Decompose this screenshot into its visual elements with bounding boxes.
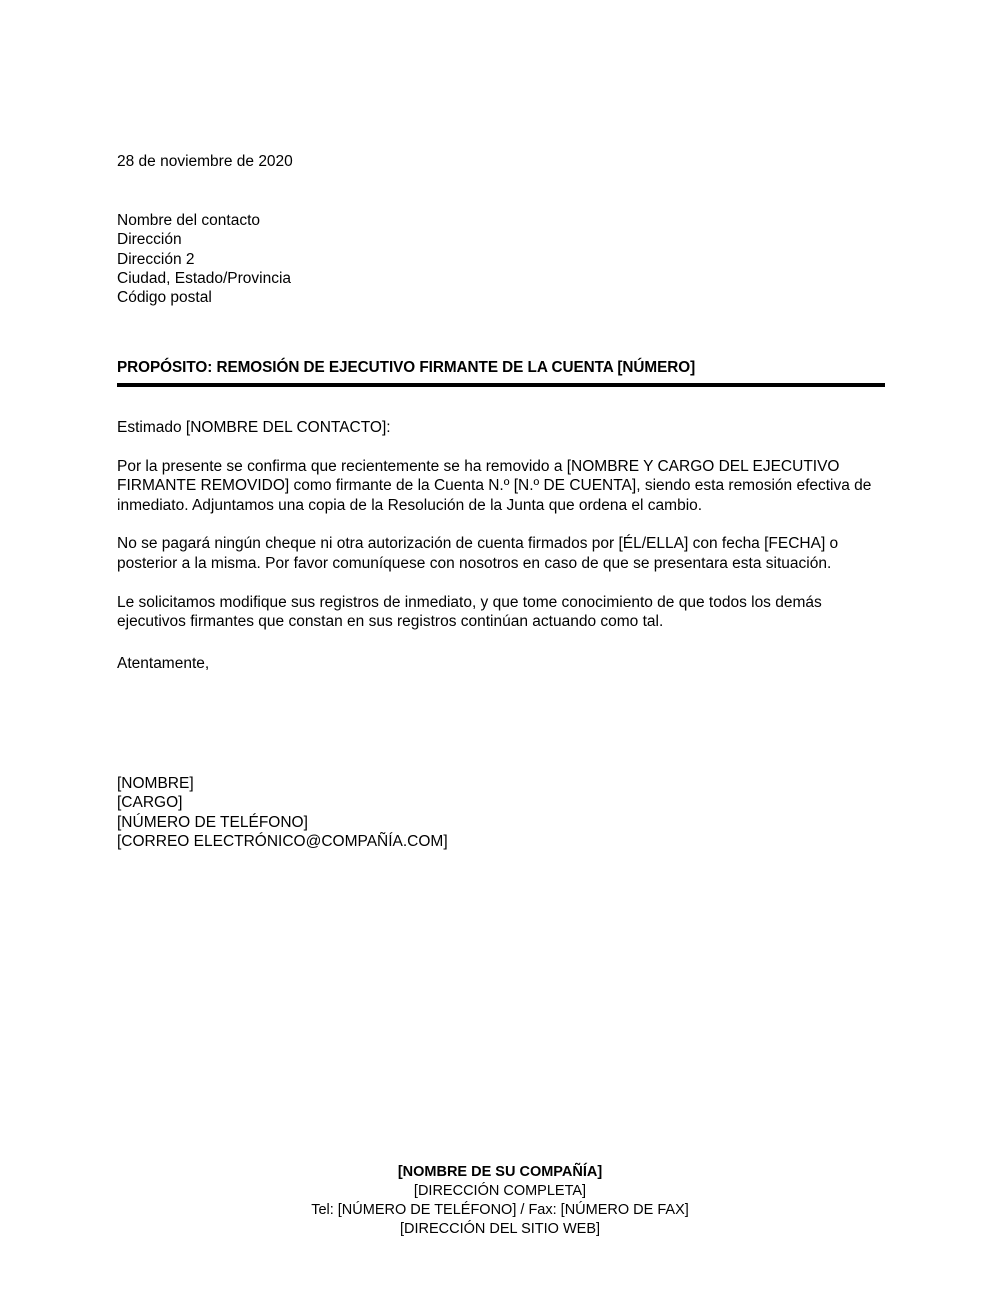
signer-title: [CARGO] [117,794,183,812]
recipient-city-state: Ciudad, Estado/Provincia [117,269,292,287]
footer-address: [DIRECCIÓN COMPLETA] [413,1183,587,1199]
page-footer [0,1163,1000,1239]
recipient-address-line-2: Dirección 2 [117,250,195,268]
signer-email: [CORREO ELECTRÓNICO@COMPAÑÍA.COM] [117,832,448,850]
signer-name: [NOMBRE] [117,775,194,792]
recipient-postal-code: Código postal [117,289,212,307]
body-paragraph-3: Le solicitamos modifique sus registros de inmediato, y que tome conocimiento de que todos los demás ejecutivos firmantes que constan en sus registros continúan actuando como tal. [117,593,822,631]
letter-date: 28 de noviembre de 2020 [117,153,293,170]
footer-website: [DIRECCIÓN DEL SITIO WEB] [399,1221,601,1237]
subject-heading: PROPÓSITO: REMOSIÓN DE EJECUTIVO FIRMANTE DE LA CUENTA [NÚMERO] [117,359,696,376]
signer-phone: [NÚMERO DE TELÉFONO] [117,813,308,831]
subject-divider-rule [117,383,885,387]
closing-line: Atentamente, [117,654,210,672]
footer-company-name: [NOMBRE DE SU COMPAÑÍA] [397,1164,603,1180]
subject-section [117,358,885,387]
salutation: Estimado [NOMBRE DEL CONTACTO]: [117,419,391,436]
recipient-address-block [117,211,291,307]
signature-block [117,774,448,851]
recipient-address-line-1: Dirección [117,231,182,249]
body-paragraph-1: Por la presente se confirma que recientemente se ha removido a [NOMBRE Y CARGO DEL EJECUTIVO FIRMANTE REMOVIDO] como firmante de la Cuenta N.º [N.º DE CUENTA], siendo esta remosión efectiva de inmediato. Adjuntamos una copia de la Resolución de la Junta que ordena el cambio. [117,457,872,514]
letter-body [117,418,889,673]
recipient-name: Nombre del contacto [117,212,261,229]
body-paragraph-2: No se pagará ningún cheque ni otra autorización de cuenta firmados por [ÉL/ELLA] con fecha [FECHA] o posterior a la misma. Por favor comuníquese con nosotros en caso de que se presentara esta situación. [117,535,839,572]
footer-contact: Tel: [NÚMERO DE TELÉFONO] / Fax: [NÚMERO DE FAX] [311,1202,689,1218]
